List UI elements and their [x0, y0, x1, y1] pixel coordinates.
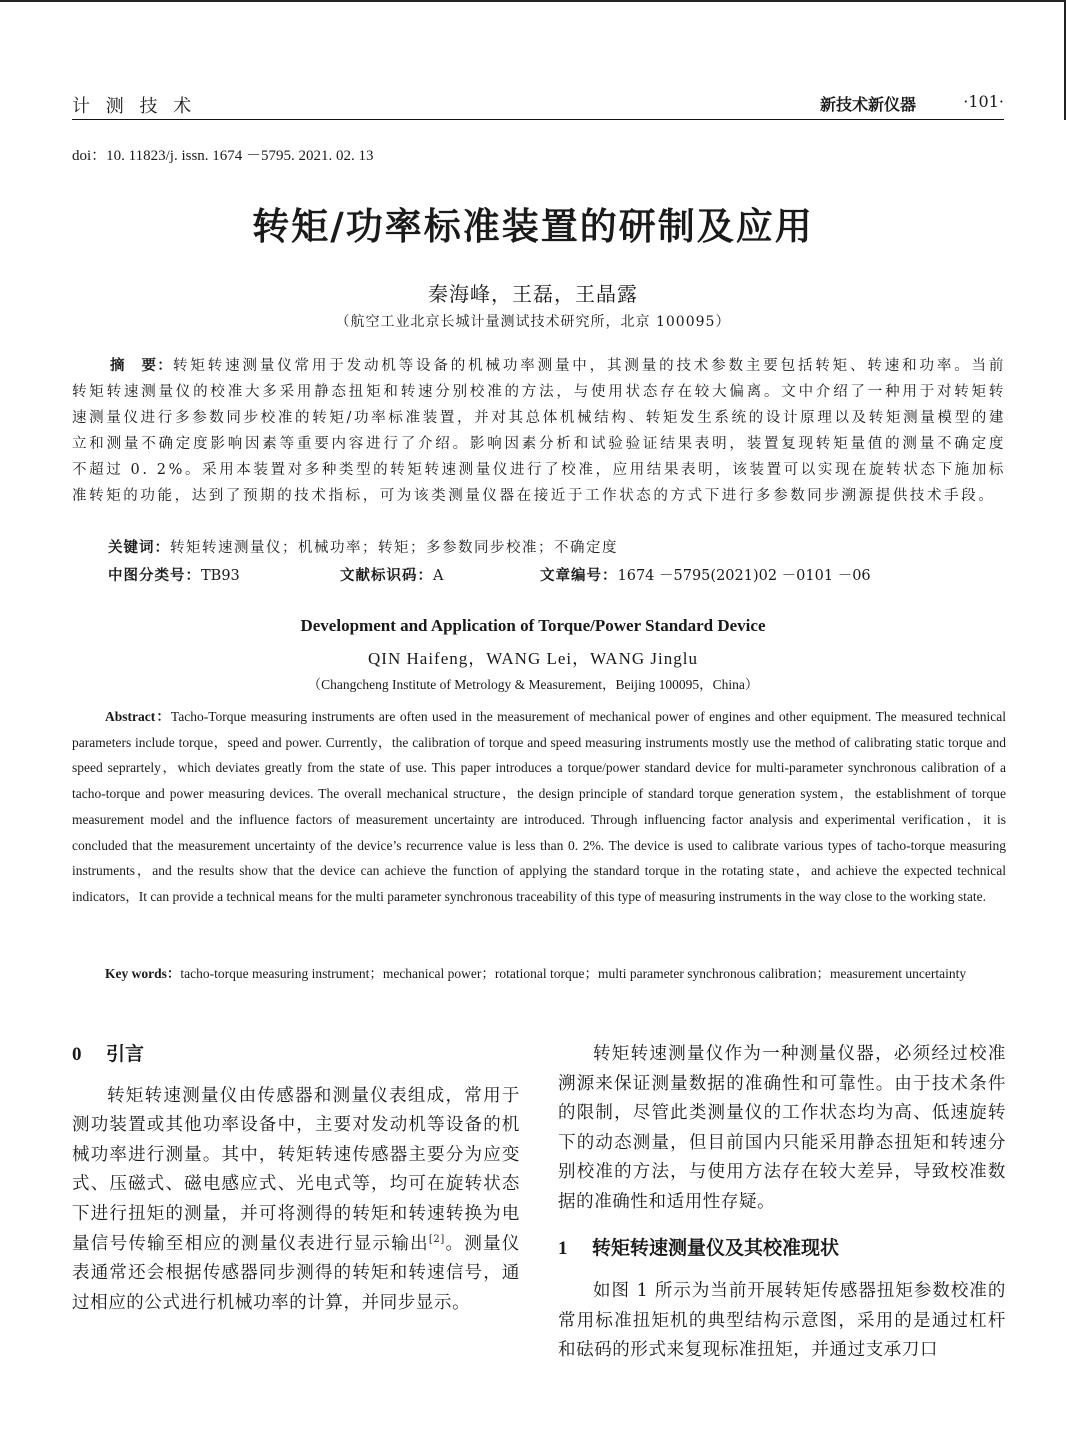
- abstract-en-label: Abstract：: [105, 709, 171, 724]
- document-code-label: 文献标识码：: [340, 568, 433, 584]
- clc-label: 中图分类号：: [108, 568, 201, 584]
- english-title: Development and Application of Torque/Power Standard Device: [300, 616, 766, 635]
- section-number: 0: [72, 1044, 82, 1065]
- section-title: 引言: [106, 1043, 145, 1065]
- body-paragraph: [72, 1082, 520, 1319]
- citation: [2]: [428, 1233, 445, 1245]
- clc-value: TB93: [201, 568, 240, 584]
- abstract-chinese: [72, 353, 1006, 509]
- classification-row: [108, 564, 1008, 588]
- section-title: 转矩转速测量仪及其校准现状: [592, 1236, 840, 1259]
- page-top-border: [0, 0, 1066, 2]
- abstract-english: [72, 704, 1006, 910]
- english-affiliation: （Changcheng Institute of Metrology & Measurement，Beijing 100095，China）: [307, 677, 759, 692]
- abstract-en-text: Tacho-Torque measuring instruments are often used in the measurement of mechanical power of engines and other equipment. The measured technical parameters include torque，speed and power. Currently，the calibration of torque and speed measuring instruments mostly use the method of calibrating static torque and speed seprartely，which deviates greatly from the state of use. This paper introduces a torque/power standard device for multi-parameter synchronous calibration of a tacho-torque and power measuring devices. The overall mechanical structure，the design principle of standard torque generation system，the establishment of torque measurement model and the influence factors of measurement uncertainty are introduced. Through influencing factor analysis and experimental verification，it is concluded that the measurement uncertainty of the device’s recurrence value is less than 0. 2%. The device is used to calibrate various types of tacho-torque measuring instruments，and the results show that the device can achieve the function of applying the standard torque in the rotating state，and achieve the expected technical indicators，It can provide a technical means for the multi parameter synchronous traceability of this type of measuring instruments in the way close to the working state.: [72, 709, 1006, 904]
- body-column-left: [72, 1040, 520, 1318]
- section-number: 1: [558, 1237, 568, 1259]
- journal-name: 计 测 技 术: [72, 96, 197, 117]
- clc-number: [108, 564, 240, 585]
- paragraph-text: 转矩转速测量仪由传感器和测量仪表组成，常用于测功装置或其他功率设备中，主要对发动机等设备的机械功率进行测量。其中，转矩转速传感器主要分为应变式、压磁式、磁电感应式、光电式等，均可在旋转状态下进行扭矩的测量，并可将测得的转矩和转速转换为电量信号传输至相应的测量仪表进行显示输出: [72, 1085, 520, 1254]
- body-paragraph: 如图 1 所示为当前开展转矩传感器扭矩参数校准的常用标准扭矩机的典型结构示意图，采用的是通过杠杆和砝码的形式来复现标准扭矩，并通过支承刀口: [558, 1281, 1006, 1361]
- page-number: ·101·: [963, 92, 1004, 111]
- document-code-value: A: [433, 568, 444, 584]
- affiliation: （航空工业北京长城计量测试技术研究所，北京 100095）: [335, 314, 731, 330]
- section-heading-1: [558, 1234, 1006, 1264]
- running-header: [72, 92, 1004, 120]
- keywords-label: 关键词：: [108, 540, 170, 556]
- keywords-en-label: Key words：: [105, 966, 181, 981]
- document-code: [340, 564, 443, 585]
- article-number-label: 文章编号：: [540, 568, 618, 584]
- keywords-english: [72, 961, 1006, 987]
- author-list: 秦海峰，王磊，王晶露: [428, 282, 638, 306]
- header-rule: [72, 119, 1004, 120]
- article-number-value: 1674 －5795(2021)02 －0101 －06: [617, 568, 871, 584]
- body-column-right: [558, 1040, 1006, 1366]
- paper-title: 转矩/功率标准装置的研制及应用: [252, 205, 814, 248]
- section-heading-0: [72, 1040, 520, 1070]
- abstract-label: 摘 要：: [110, 358, 174, 374]
- body-paragraph: 转矩转速测量仪作为一种测量仪器，必须经过校准溯源来保证测量数据的准确性和可靠性。由于技术条件的限制，尽管此类测量仪的工作状态均为高、低速旋转下的动态测量，但目前国内只能采用静态扭矩和转速分别校准的方法，与使用方法存在较大差异，导致校准数据的准确性和适用性存疑。: [558, 1044, 1006, 1212]
- paragraph-text: 。测量仪表通常还会根据传感器同步测得的转矩和转速信号，通过相应的公式进行机械功率的计算，并同步显示。: [72, 1233, 520, 1313]
- keywords-en-text: tacho-torque measuring instrument；mechanical power；rotational torque；multi parameter synchronous calibration；measurement uncertainty: [180, 966, 967, 981]
- english-authors: QIN Haifeng，WANG Lei，WANG Jinglu: [368, 649, 698, 668]
- abstract-text: 转矩转速测量仪常用于发动机等设备的机械功率测量中，其测量的技术参数主要包括转矩、转速和功率。当前转矩转速测量仪的校准大多采用静态扭矩和转速分别校准的方法，与使用状态存在较大偏离。文中介绍了一种用于对转矩转速测量仪进行多参数同步校准的转矩/功率标准装置，并对其总体机械结构、转矩发生系统的设计原理以及转矩测量模型的建立和测量不确定度影响因素等重要内容进行了介绍。影响因素分析和试验验证结果表明，装置复现转矩量值的测量不确定度不超过 0. 2%。采用本装置对多种类型的转矩转速测量仪进行了校准，应用结果表明，该装置可以实现在旋转状态下施加标准转矩的功能，达到了预期的技术指标，可为该类测量仪器在接近于工作状态的方式下进行多参数同步溯源提供技术手段。: [72, 358, 1007, 504]
- keywords-chinese: [108, 536, 618, 557]
- section-name: 新技术新仪器: [819, 95, 916, 114]
- doi: doi：10. 11823/j. issn. 1674 －5795. 2021. 02. 13: [72, 148, 374, 164]
- article-number: [540, 564, 871, 585]
- keywords-text: 转矩转速测量仪；机械功率；转矩；多参数同步校准；不确定度: [170, 540, 618, 556]
